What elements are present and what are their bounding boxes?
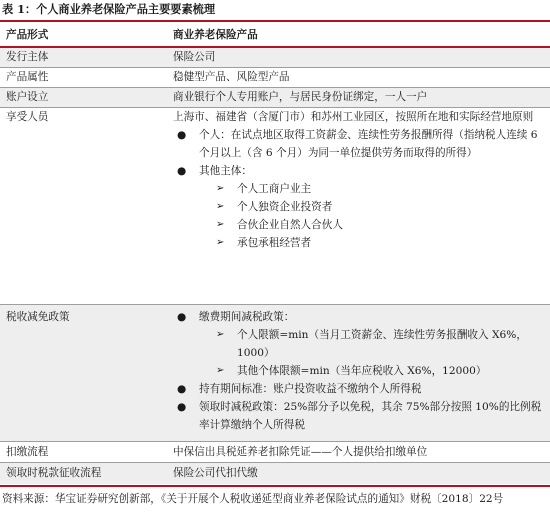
- bullet-text: 领取时减税政策：25%部分予以免税，其余 75%部分按照 10%的比例税率计算缴纳个人所得税: [199, 401, 542, 431]
- arrow-right-icon: ➢: [216, 329, 225, 340]
- sub-bullet-text: 合伙企业自然人合伙人: [237, 219, 343, 231]
- sub-bullet: [173, 234, 542, 252]
- bullet-text: 其他主体：: [199, 165, 252, 177]
- sub-bullet-text: 承包承租经营者: [237, 237, 312, 249]
- bullet-text: 个人：在试点地区取得工资薪金、连续性劳务报酬所得（指纳税人连续 6 个月以上（含 6 个月）为同一单位提供劳务而取得的所得）: [199, 129, 538, 159]
- header-col2: 商业养老保险产品: [173, 29, 258, 41]
- bullet-dot-icon: ●: [177, 129, 187, 141]
- arrow-right-icon: ➢: [216, 365, 225, 376]
- sub-bullet-text: 个人工商户业主: [237, 183, 312, 195]
- row-label: 账户设立: [6, 91, 49, 103]
- sub-bullet: [173, 362, 542, 380]
- top-rule: [0, 20, 550, 22]
- bullet-individual: [173, 126, 542, 162]
- sub-bullet: [173, 216, 542, 234]
- row-value: 保险公司: [173, 51, 216, 63]
- table-row-eligible: [0, 108, 550, 303]
- sub-bullet-text: 其他个体限额=min（当年应税收入 X6%，12000）: [237, 365, 487, 377]
- bullet-dot-icon: ●: [177, 311, 187, 323]
- row-value: 商业银行个人专用账户，与居民身份证绑定，一人一户: [173, 91, 428, 103]
- bullet-holding-period: [173, 380, 542, 398]
- table-row-tax-policy: [0, 305, 550, 441]
- bullet-dot-icon: ●: [177, 401, 187, 413]
- row-label: 发行主体: [6, 51, 49, 63]
- source-note: 资料来源：华宝证券研究创新部，《关于开展个人税收递延型商业养老保险试点的通知》财税〔2018〕22号: [2, 493, 504, 505]
- table-row-attribute: [0, 68, 550, 87]
- arrow-right-icon: ➢: [216, 219, 225, 230]
- bullet-text: 缴费期间减税政策：: [199, 311, 295, 323]
- row-intro: 上海市、福建省（含厦门市）和苏州工业园区，按照所在地和实际经营地原则: [173, 111, 534, 123]
- row-label: 领取时税款征收流程: [6, 467, 102, 479]
- arrow-right-icon: ➢: [216, 183, 225, 194]
- header-col1: 产品形式: [6, 29, 49, 41]
- table-row-collection: [0, 463, 550, 484]
- row-label: 享受人员: [6, 111, 49, 123]
- arrow-right-icon: ➢: [216, 237, 225, 248]
- row-value: 中保信出具税延养老扣除凭证——个人提供给扣缴单位: [173, 446, 428, 458]
- bullet-withdrawal: [173, 398, 542, 434]
- sub-bullet-text: 个人限额=min（当月工资薪金、连续性劳务报酬收入 X6%，1000）: [237, 329, 527, 359]
- row-value: 保险公司代扣代缴: [173, 467, 258, 479]
- table-row-account: [0, 88, 550, 107]
- row-value: 稳健型产品、风险型产品: [173, 71, 290, 83]
- row-label: 扣缴流程: [6, 446, 49, 458]
- sub-bullet: [173, 326, 542, 362]
- table-caption: 表 1：个人商业养老保险产品主要要素梳理: [2, 2, 216, 16]
- bullet-contribution-period: [173, 308, 542, 326]
- bullet-dot-icon: ●: [177, 165, 187, 177]
- bullet-other-entities: [173, 162, 542, 180]
- sub-bullet: [173, 198, 542, 216]
- table-row-issuer: [0, 48, 550, 67]
- sub-bullet-text: 个人独资企业投资者: [237, 201, 333, 213]
- bullet-text: 持有期间标准：账户投资收益不缴纳个人所得税: [199, 383, 422, 395]
- row-label: 税收减免政策: [6, 311, 70, 323]
- arrow-right-icon: ➢: [216, 201, 225, 212]
- bottom-rule: [0, 485, 550, 487]
- row-label: 产品属性: [6, 71, 49, 83]
- table-row-withholding: [0, 442, 550, 462]
- sub-bullet: [173, 180, 542, 198]
- bullet-dot-icon: ●: [177, 383, 187, 395]
